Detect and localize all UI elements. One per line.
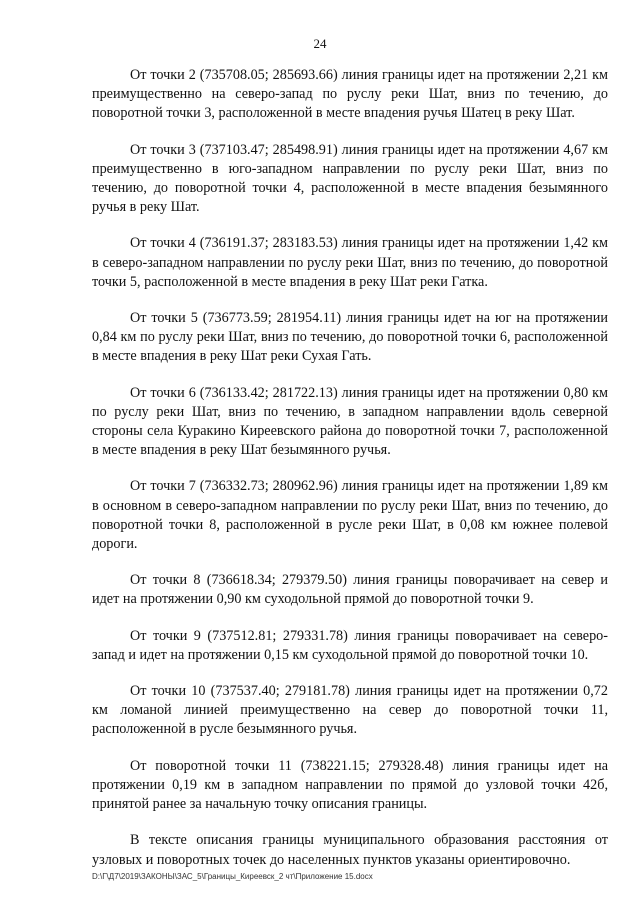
paragraph-point-2: От точки 2 (735708.05; 285693.66) линия границы идет на протяжении 2,21 км преимущественно на северо-запад по руслу реки Шат, вниз по течению, до поворотной точки 3, расположенной в месте впадения ручья Шатец в реку Шат. [92, 67, 608, 122]
footer-file-path: D:\Г\Д7\2019\ЗАКОНЫ\ЗАС_5\Границы_Киреевск_2 чт\Приложение 15.docx [92, 872, 373, 881]
paragraph-point-9: От точки 9 (737512.81; 279331.78) линия границы поворачивает на северо-запад и идет на протяжении 0,15 км суходольной прямой до поворотной точки 10. [92, 627, 608, 663]
paragraph-point-6: От точки 6 (736133.42; 281722.13) линия границы идет на протяжении 0,80 км по руслу реки Шат, вниз по течению, в западном направлении вдоль северной стороны села Куракино Киреевского района до поворотной точки 7, расположенной в месте впадения в реку Шат безымянного ручья. [92, 384, 608, 459]
paragraph-point-8: От точки 8 (736618.34; 279379.50) линия границы поворачивает на север и идет на протяжении 0,90 км суходольной прямой до поворотной точки 9. [92, 572, 608, 608]
paragraph-point-3: От точки 3 (737103.47; 285498.91) линия границы идет на протяжении 4,67 км преимущественно в юго-западном направлении по руслу реки Шат, вниз по течению, до поворотной точки 4, расположенной в месте впадения безымянного ручья в реку Шат. [92, 141, 608, 216]
paragraph-point-7: От точки 7 (736332.73; 280962.96) линия границы идет на протяжении 1,89 км в основном в северо-западном направлении по руслу реки Шат, вниз по течению, до поворотной точки 8, расположенной в русле реки Шат, в 0,08 км южнее полевой дороги. [92, 478, 608, 553]
document-body [92, 66, 608, 887]
paragraph-point-10: От точки 10 (737537.40; 279181.78) линия границы идет на протяжении 0,72 км ломаной линией преимущественно на север до поворотной точки 11, расположенной в русле безымянного ручья. [92, 683, 608, 738]
paragraph-closing-note: В тексте описания границы муниципального образования расстояния от узловых и поворотных точек до населенных пунктов указаны ориентировочно. [92, 832, 608, 868]
page-number: 24 [313, 36, 327, 51]
paragraph-point-5: От точки 5 (736773.59; 281954.11) линия границы идет на юг на протяжении 0,84 км по руслу реки Шат, вниз по течению, до поворотной точки 6, расположенной в месте впадения в реку Шат реки Сухая Гать. [92, 310, 608, 365]
paragraph-point-4: От точки 4 (736191.37; 283183.53) линия границы идет на протяжении 1,42 км в северо-западном направлении по руслу реки Шат, вниз по течению, до поворотной точки 5, расположенной в месте впадения в реку Шат реки Гатка. [92, 235, 608, 290]
paragraph-point-11: От поворотной точки 11 (738221.15; 279328.48) линия границы идет на протяжении 0,19 км в западном направлении по прямой до узловой точки 42б, принятой ранее за начальную точку описания границы. [92, 757, 608, 813]
